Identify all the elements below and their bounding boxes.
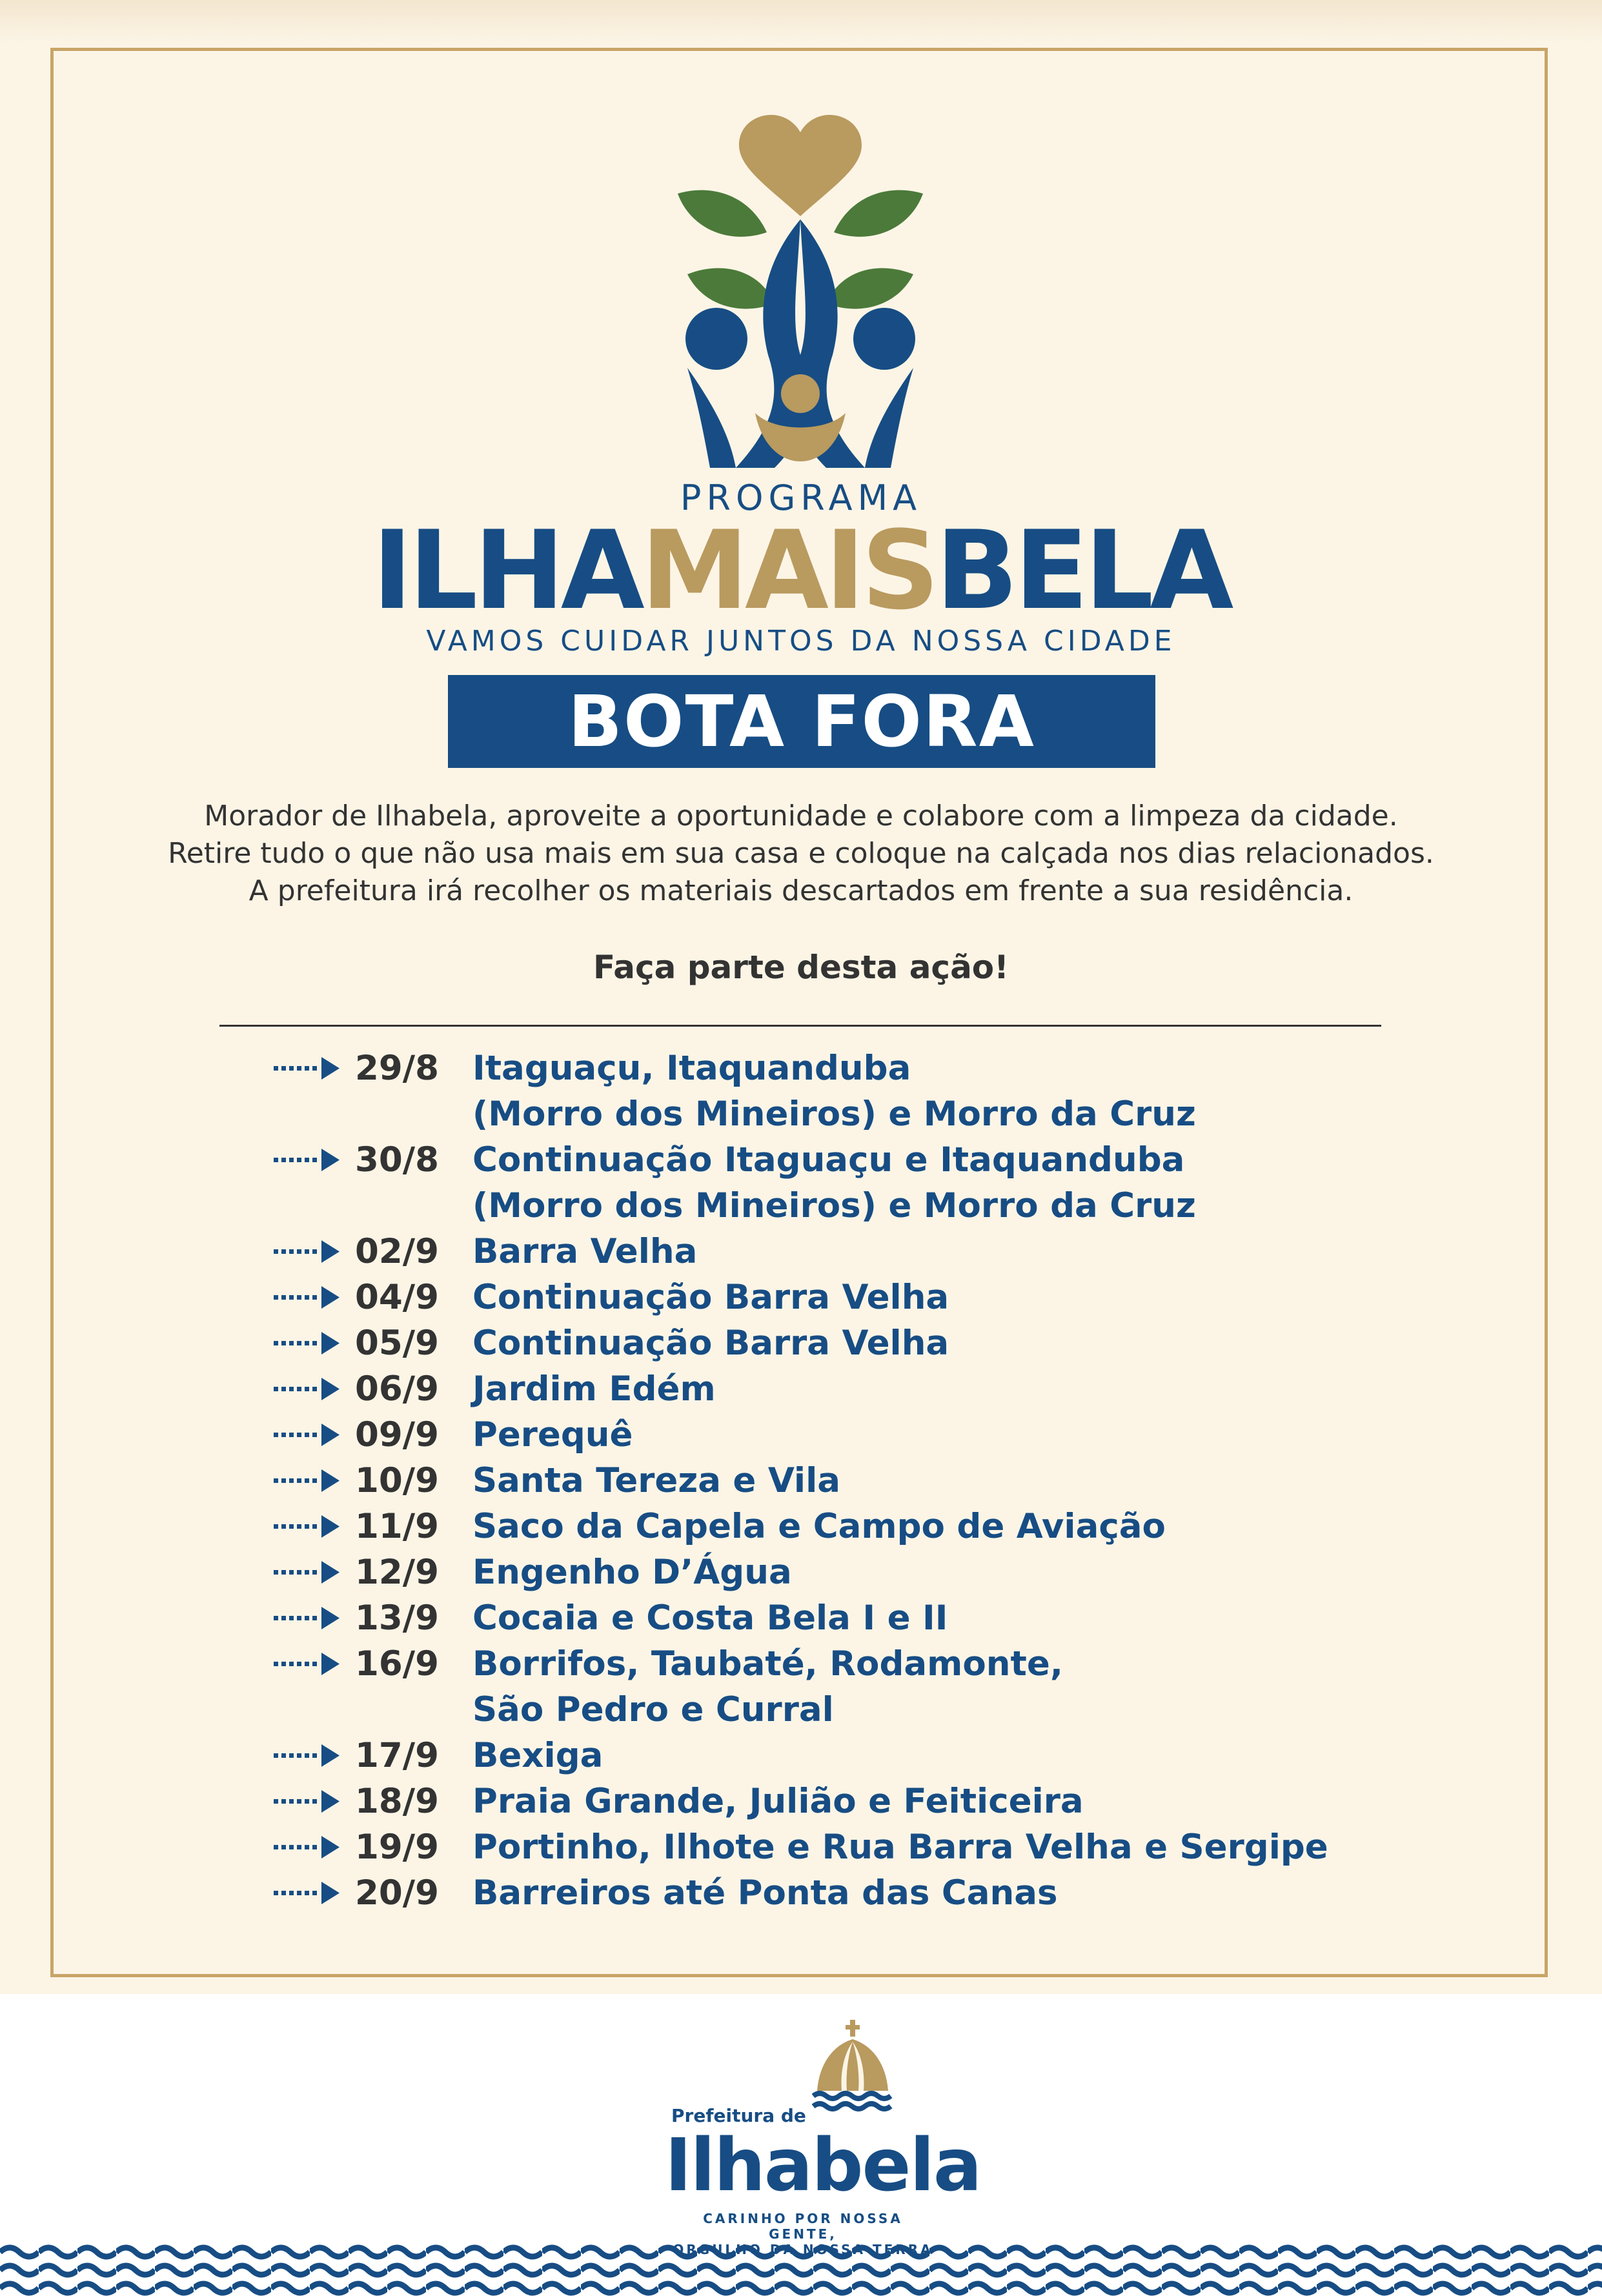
schedule-row (271, 1504, 1497, 1549)
brand-title (0, 507, 1602, 634)
schedule-place-line: (Morro dos Mineiros) e Morro da Cruz (472, 1094, 1196, 1134)
schedule-place (472, 1595, 948, 1641)
intro-line: Morador de Ilhabela, aproveite a oportunidade e colabore com a limpeza da cidade. (204, 800, 1398, 832)
schedule-place (472, 1870, 1058, 1916)
schedule-row (271, 1412, 1497, 1458)
schedule-date: 04/9 (355, 1278, 439, 1317)
schedule-place-line: Perequê (472, 1415, 633, 1455)
schedule-place-line: Engenho D’Água (472, 1553, 792, 1592)
schedule-place-line: (Morro dos Mineiros) e Morro da Cruz (472, 1186, 1196, 1225)
schedule-place (472, 1274, 949, 1320)
schedule-date: 20/9 (355, 1873, 439, 1913)
schedule-place (472, 1045, 1196, 1137)
dotted-arrow-icon (271, 1870, 355, 1916)
dotted-arrow-icon (271, 1412, 355, 1458)
prefeitura-label: Prefeitura de (671, 2105, 806, 2126)
dotted-arrow-icon (271, 1504, 355, 1549)
dotted-arrow-icon (271, 1733, 355, 1778)
schedule-place (472, 1229, 697, 1274)
schedule-place (472, 1641, 1063, 1733)
dotted-arrow-icon (271, 1595, 355, 1641)
intro-line: A prefeitura irá recolher os materiais descartados em frente a sua residência. (248, 874, 1354, 907)
dotted-arrow-icon (271, 1137, 355, 1183)
schedule-place-line: Saco da Capela e Campo de Aviação (472, 1507, 1166, 1546)
schedule-date: 02/9 (355, 1232, 439, 1271)
bota-fora-banner: BOTA FORA (448, 675, 1155, 768)
schedule-place-line: Santa Tereza e Vila (472, 1461, 841, 1500)
schedule-place-line: São Pedro e Curral (472, 1690, 834, 1729)
schedule-date: 12/9 (355, 1553, 439, 1592)
schedule-row (271, 1137, 1497, 1229)
schedule-place (472, 1320, 949, 1366)
schedule-place-line: Continuação Barra Velha (472, 1278, 949, 1317)
dotted-arrow-icon (271, 1824, 355, 1870)
schedule-row (271, 1595, 1497, 1641)
city-logotype: Ilhabela (665, 2124, 981, 2208)
schedule-place-line: Continuação Barra Velha (472, 1324, 949, 1363)
schedule-date: 30/8 (355, 1140, 439, 1180)
schedule-list (271, 1045, 1497, 1916)
schedule-date: 18/9 (355, 1782, 439, 1821)
dotted-arrow-icon (271, 1320, 355, 1366)
schedule-place-line: Bexiga (472, 1736, 603, 1775)
dotted-arrow-icon (271, 1458, 355, 1504)
schedule-place-line: Jardim Edém (472, 1369, 716, 1409)
schedule-place (472, 1366, 716, 1412)
schedule-place-line: Barreiros até Ponta das Canas (472, 1873, 1058, 1913)
dotted-arrow-icon (271, 1778, 355, 1824)
schedule-date: 10/9 (355, 1461, 439, 1500)
schedule-date: 09/9 (355, 1415, 439, 1455)
intro-text (77, 798, 1525, 910)
schedule-place (472, 1458, 840, 1504)
wave-border (0, 2233, 1602, 2296)
schedule-row (271, 1549, 1497, 1595)
schedule-row (271, 1229, 1497, 1274)
schedule-row (271, 1274, 1497, 1320)
schedule-date: 17/9 (355, 1736, 439, 1775)
schedule-place-line: Itaguaçu, Itaquanduba (472, 1049, 911, 1088)
schedule-row (271, 1366, 1497, 1412)
schedule-place (472, 1412, 633, 1458)
schedule-date: 29/8 (355, 1049, 439, 1088)
schedule-date: 16/9 (355, 1644, 439, 1684)
brand-mais: MAIS (640, 507, 936, 634)
schedule-date: 19/9 (355, 1828, 439, 1867)
intro-line: Retire tudo o que não usa mais em sua casa e coloque na calçada nos dias relacionados. (168, 837, 1434, 870)
schedule-row (271, 1458, 1497, 1504)
schedule-place-line: Barra Velha (472, 1232, 698, 1271)
schedule-date: 06/9 (355, 1369, 439, 1409)
dotted-arrow-icon (271, 1641, 355, 1687)
schedule-date: 11/9 (355, 1507, 439, 1546)
schedule-row (271, 1870, 1497, 1916)
schedule-date: 13/9 (355, 1598, 439, 1638)
call-to-action: Faça parte desta ação! (593, 949, 1009, 986)
schedule-place-line: Borrifos, Taubaté, Rodamonte, (472, 1644, 1063, 1684)
schedule-row (271, 1320, 1497, 1366)
schedule-place-line: Cocaia e Costa Bela I e II (472, 1598, 948, 1638)
dotted-arrow-icon (271, 1366, 355, 1412)
divider-line (219, 1025, 1381, 1027)
heart-tree-people-logo (671, 110, 929, 471)
dotted-arrow-icon (271, 1045, 355, 1091)
program-label: PROGRAMA (680, 478, 922, 518)
dotted-arrow-icon (271, 1549, 355, 1595)
schedule-place-line: Continuação Itaguaçu e Itaquanduba (472, 1140, 1185, 1180)
schedule-row (271, 1778, 1497, 1824)
schedule-place (472, 1733, 603, 1778)
brand-ilha: ILHA (372, 507, 641, 634)
schedule-row (271, 1824, 1497, 1870)
brand-bela: BELA (935, 507, 1230, 634)
dotted-arrow-icon (271, 1274, 355, 1320)
schedule-row (271, 1045, 1497, 1137)
schedule-row (271, 1733, 1497, 1778)
schedule-row (271, 1641, 1497, 1733)
motto-line: CARINHO POR NOSSA (703, 2211, 903, 2226)
schedule-place-line: Portinho, Ilhote e Rua Barra Velha e Sergipe (472, 1828, 1328, 1867)
tagline: VAMOS CUIDAR JUNTOS DA NOSSA CIDADE (426, 625, 1176, 658)
schedule-place (472, 1504, 1166, 1549)
schedule-place (472, 1778, 1084, 1824)
dotted-arrow-icon (271, 1229, 355, 1274)
church-dome-emblem (812, 2020, 893, 2117)
schedule-place (472, 1824, 1328, 1870)
schedule-date: 05/9 (355, 1324, 439, 1363)
schedule-place-line: Praia Grande, Julião e Feiticeira (472, 1782, 1084, 1821)
schedule-place (472, 1549, 792, 1595)
schedule-place (472, 1137, 1196, 1229)
